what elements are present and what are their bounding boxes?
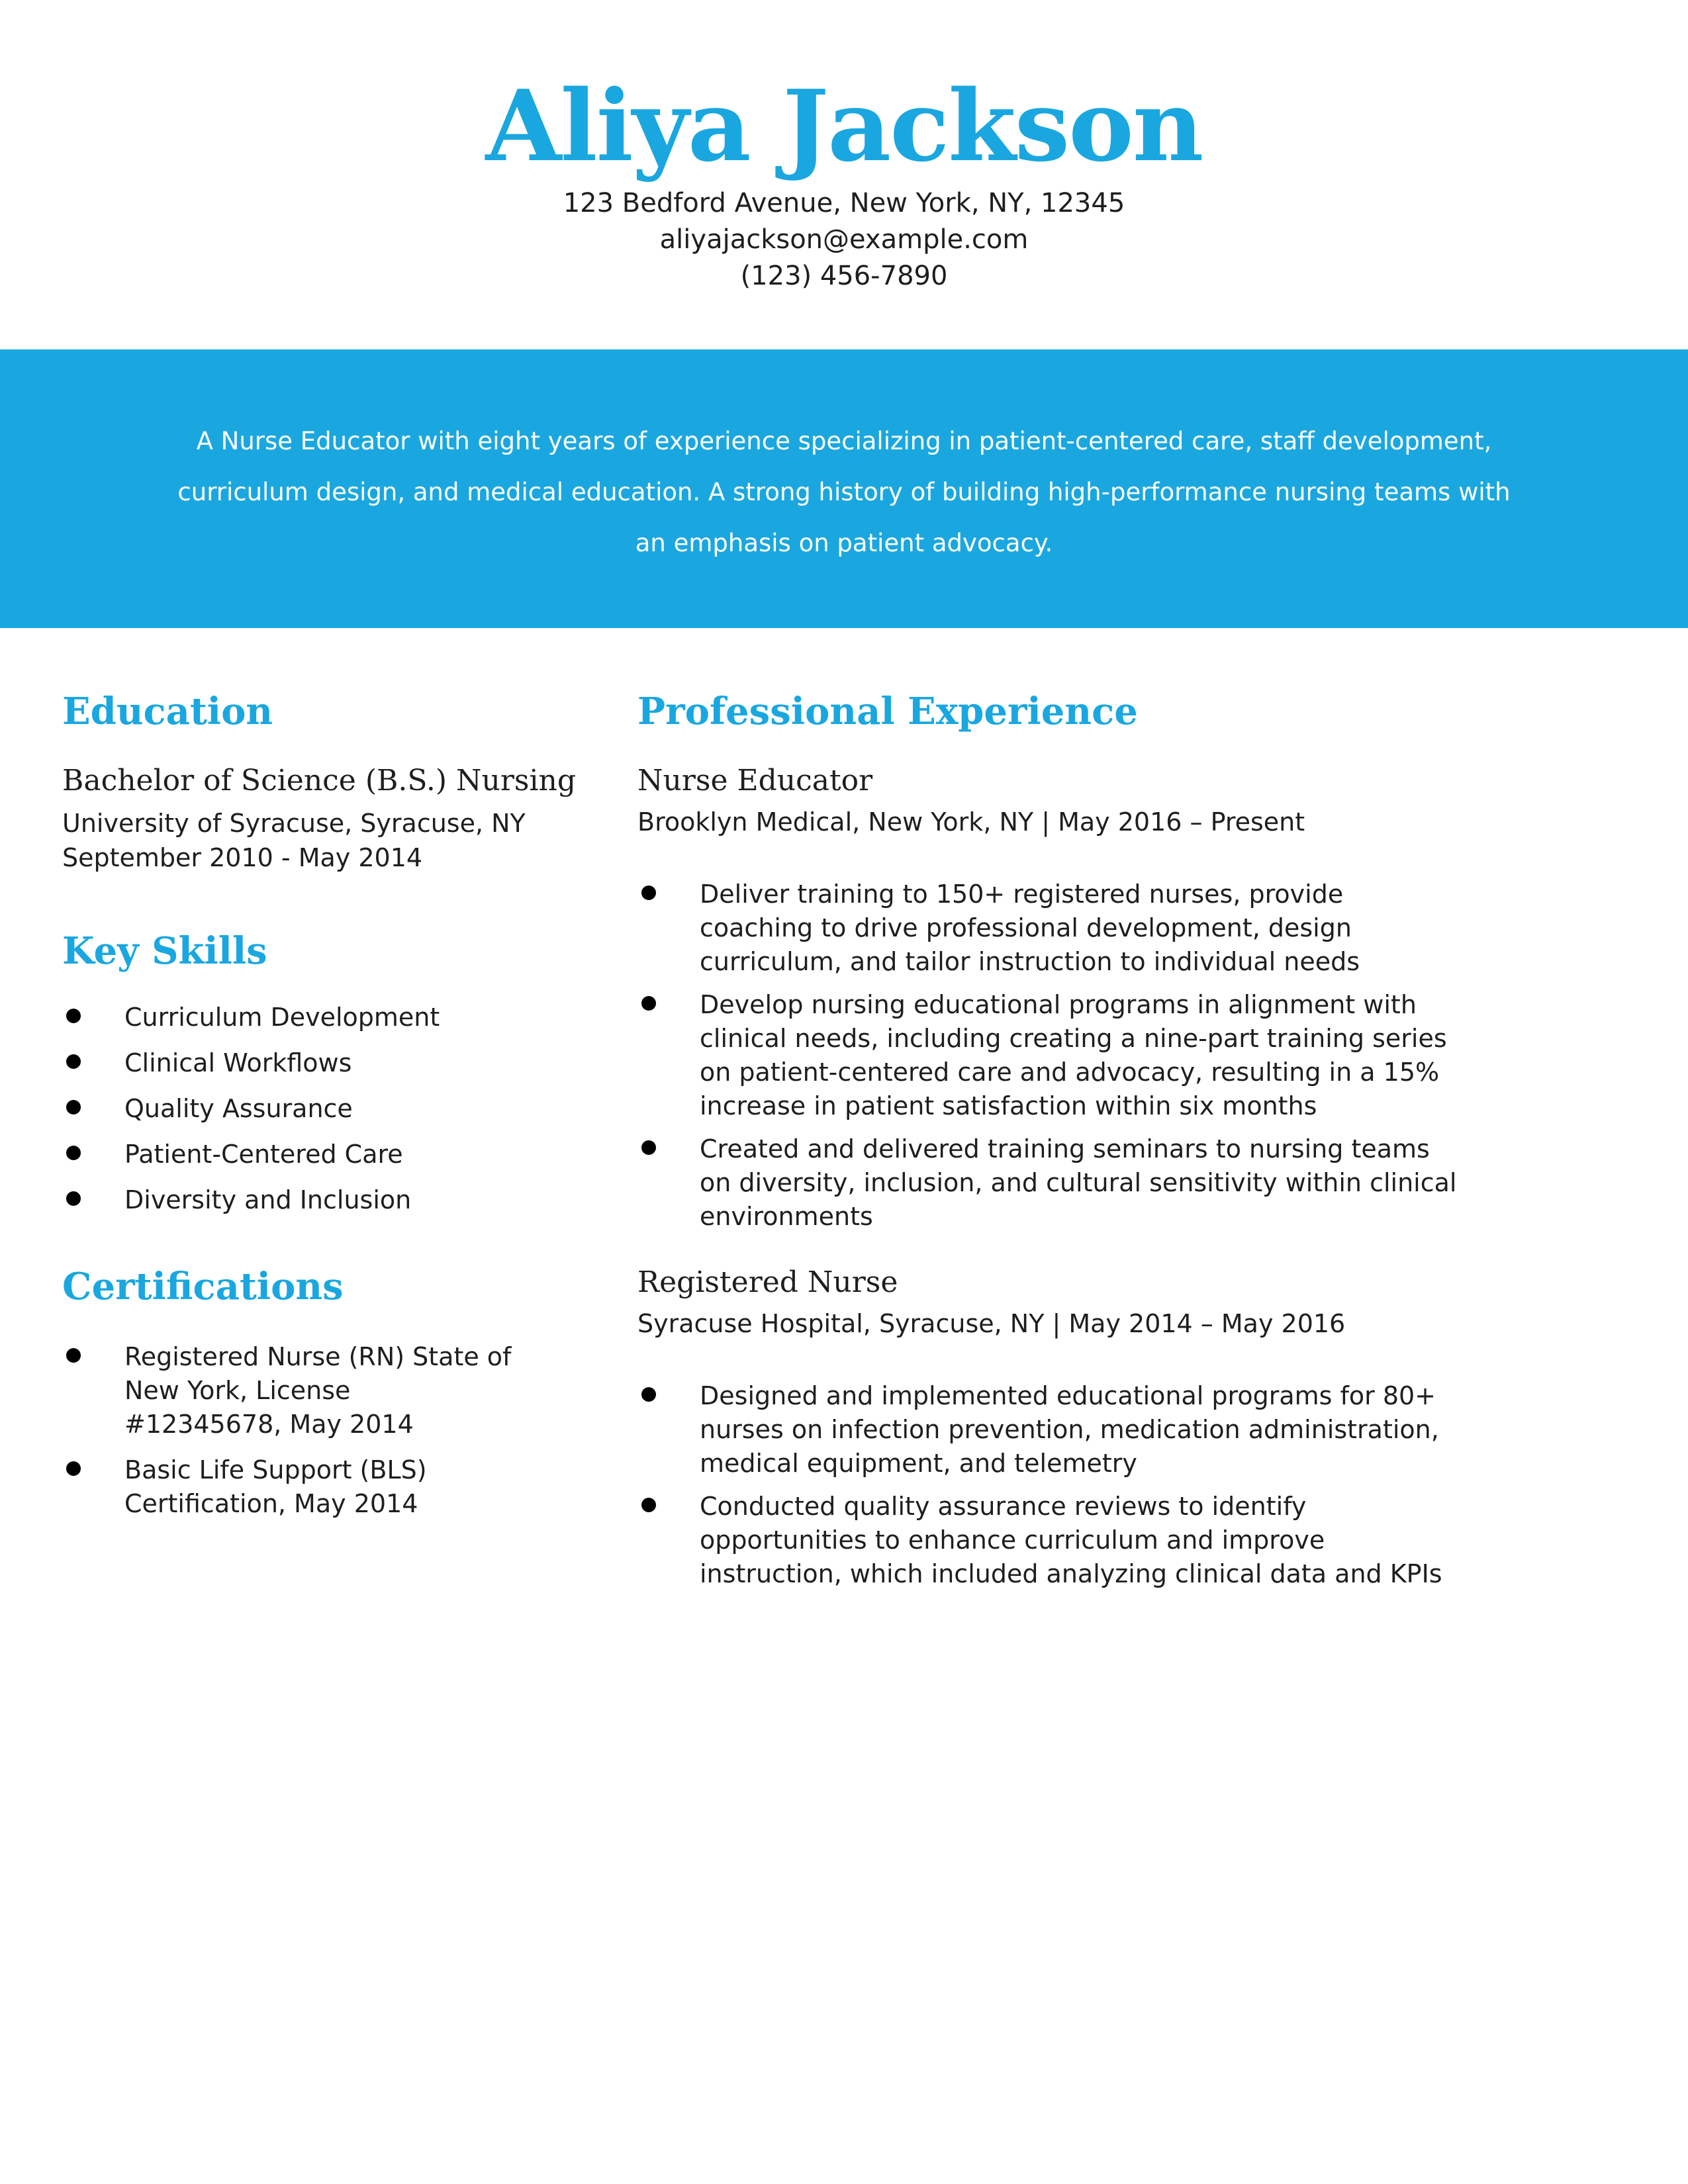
bullet-icon	[66, 1348, 81, 1363]
list-item	[637, 1490, 1458, 1591]
certifications-section	[62, 1263, 579, 1521]
job-entry	[637, 1264, 1485, 1591]
bullet-icon	[641, 1387, 656, 1402]
bullet-text: Deliver training to 150+ registered nurses, provide coaching to drive professional development, design curriculum, and tailor instruction to individual needs	[700, 880, 1360, 976]
email: aliyajackson@example.com	[659, 224, 1029, 255]
list-item	[62, 1183, 579, 1217]
resume-header	[0, 66, 1688, 295]
bullet-icon	[641, 1498, 656, 1512]
skill-label: Curriculum Development	[124, 1003, 440, 1032]
bullet-icon	[66, 1054, 81, 1069]
bullet-text: Develop nursing educational programs in alignment with clinical needs, including creating a nine-part training series on patient-centered care and advocacy, resulting in a 15% increase in patient satisfaction within six months	[700, 990, 1447, 1120]
phone: (123) 456-7890	[740, 261, 948, 291]
certification-label: Registered Nurse (RN) State of New York, License #12345678, May 2014	[124, 1342, 512, 1439]
list-item	[637, 1132, 1458, 1234]
bullet-icon	[641, 1140, 656, 1155]
skill-label: Quality Assurance	[124, 1094, 353, 1123]
experience-heading: Professional Experience	[637, 690, 1138, 733]
certifications-heading: Certifications	[62, 1265, 344, 1308]
education-heading: Education	[62, 690, 273, 733]
bullet-icon	[66, 1100, 81, 1115]
bullet-icon	[641, 886, 656, 900]
summary-text: A Nurse Educator with eight years of experience specializing in patient-centered care, staff development, curriculum design, and medical education. A strong history of building high-performance nursing teams with an emphasis on patient advocacy.	[177, 427, 1511, 557]
job-meta: Syracuse Hospital, Syracuse, NY | May 2014 – May 2016	[637, 1309, 1346, 1338]
bullet-text: Designed and implemented educational programs for 80+ nurses on infection prevention, medication administration, medical equipment, and telemetry	[700, 1381, 1439, 1478]
list-item	[62, 1092, 579, 1126]
bullet-icon	[641, 996, 656, 1011]
address: 123 Bedford Avenue, New York, NY, 12345	[563, 188, 1125, 218]
job-title: Registered Nurse	[637, 1265, 898, 1299]
job-entry	[637, 762, 1485, 1234]
list-item	[62, 1340, 512, 1441]
list-item	[637, 988, 1458, 1123]
certifications-list	[62, 1340, 512, 1521]
bullet-text: Conducted quality assurance reviews to identify opportunities to enhance curriculum and improve instruction, which included analyzing clinical data and KPIs	[700, 1492, 1442, 1588]
list-item	[62, 1453, 512, 1521]
skill-label: Patient-Centered Care	[124, 1140, 403, 1169]
skills-list	[62, 1001, 579, 1217]
education-section	[62, 688, 579, 875]
right-column	[637, 688, 1485, 1600]
summary-banner	[0, 349, 1688, 628]
candidate-name: Aliya Jackson	[485, 68, 1203, 183]
job-title: Nurse Educator	[637, 764, 873, 797]
certification-label: Basic Life Support (BLS) Certification, May 2014	[124, 1455, 427, 1518]
skill-label: Diversity and Inclusion	[124, 1185, 412, 1214]
bullet-icon	[66, 1146, 81, 1160]
list-item	[62, 1046, 579, 1080]
list-item	[62, 1001, 579, 1034]
skills-section	[62, 928, 579, 1217]
job-bullets	[637, 878, 1458, 1234]
skill-label: Clinical Workflows	[124, 1048, 352, 1077]
list-item	[637, 878, 1458, 979]
degree: Bachelor of Science (B.S.) Nursing	[62, 764, 577, 797]
job-meta: Brooklyn Medical, New York, NY | May 2016 – Present	[637, 807, 1305, 837]
skills-heading: Key Skills	[62, 929, 267, 973]
bullet-text: Created and delivered training seminars to nursing teams on diversity, inclusion, and cultural sensitivity within clinical environments	[700, 1134, 1457, 1231]
bullet-icon	[66, 1009, 81, 1023]
left-column	[62, 688, 579, 1533]
list-item	[637, 1379, 1458, 1480]
education-dates: September 2010 - May 2014	[62, 843, 423, 872]
list-item	[62, 1138, 579, 1171]
bullet-icon	[66, 1191, 81, 1206]
job-bullets	[637, 1379, 1458, 1591]
school: University of Syracuse, Syracuse, NY	[62, 809, 526, 838]
bullet-icon	[66, 1461, 81, 1476]
